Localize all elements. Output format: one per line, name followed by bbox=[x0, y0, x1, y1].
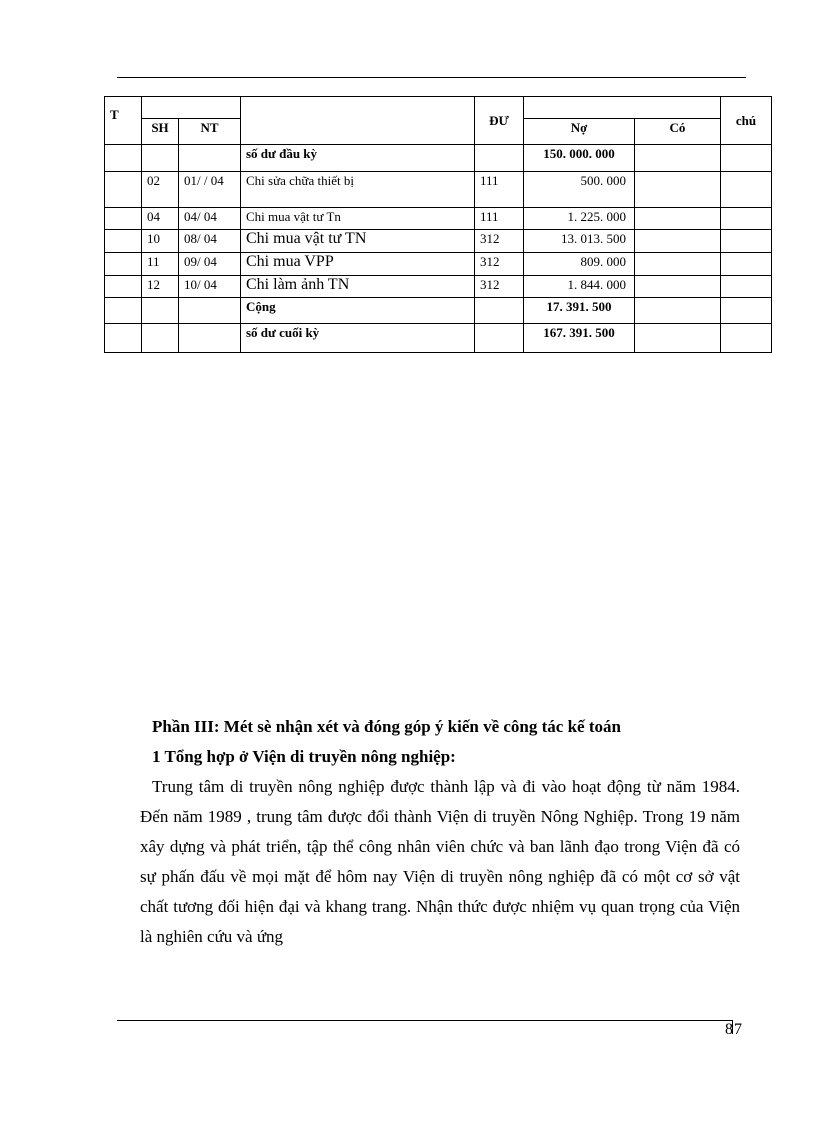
total-no: 17. 391. 500 bbox=[524, 298, 635, 324]
col-header-amount bbox=[524, 97, 721, 119]
col-header-desc bbox=[241, 97, 475, 145]
row-no: 809. 000 bbox=[524, 253, 635, 276]
col-header-co: Có bbox=[635, 119, 721, 145]
table-row bbox=[105, 230, 772, 253]
row-du: 111 bbox=[475, 208, 524, 230]
row-desc: Chi làm ảnh TN bbox=[241, 276, 475, 298]
row-sh: 12 bbox=[142, 276, 179, 298]
row-nt: 01/ / 04 bbox=[179, 172, 241, 208]
row-desc: Chi mua vật tư TN bbox=[241, 230, 475, 253]
footer-rule bbox=[117, 1020, 733, 1021]
row-desc: Chi sửa chữa thiết bị bbox=[241, 172, 475, 208]
row-desc: Chi mua vật tư Tn bbox=[241, 208, 475, 230]
row-du: 312 bbox=[475, 276, 524, 298]
section-title: Phần III: Mét sè nhận xét và đóng góp ý kiến về công tác kế toán bbox=[152, 717, 621, 736]
col-header-t: T bbox=[105, 97, 142, 145]
row-desc: Chi mua VPP bbox=[241, 253, 475, 276]
col-header-no: Nợ bbox=[524, 119, 635, 145]
table-row bbox=[105, 276, 772, 298]
row-sh: 02 bbox=[142, 172, 179, 208]
row-sh: 04 bbox=[142, 208, 179, 230]
table-row bbox=[105, 208, 772, 230]
total-label: Cộng bbox=[241, 298, 475, 324]
section-paragraph: Trung tâm di truyền nông nghiệp được thành lập và đi vào hoạt động từ năm 1984. Đến năm 1989 , trung tâm được đổi thành Viện di truyền Nông Nghiệp. Trong 19 năm xây dựng và phát triển, tập thể công nhân viên chức và ban lãnh đạo trong Viện đã có sự phấn đấu về mọi mặt để hôm nay Viện di truyền nông nghiệp đã có một cơ sở vật chất tương đối hiện đại và khang trang. Nhận thức được nhiệm vụ quan trọng của Viện là nghiên cứu và ứng bbox=[140, 777, 740, 946]
header-row-top bbox=[105, 97, 772, 119]
opening-balance-no: 150. 000. 000 bbox=[524, 145, 635, 172]
section-subtitle: 1 Tổng hợp ở Viện di truyền nông nghiệp: bbox=[152, 747, 456, 766]
col-header-sh: SH bbox=[142, 119, 179, 145]
col-header-nt: NT bbox=[179, 119, 241, 145]
body-text bbox=[140, 712, 740, 952]
col-header-chu: chú bbox=[721, 97, 772, 145]
row-sh: 11 bbox=[142, 253, 179, 276]
page-number: 87 bbox=[725, 1021, 743, 1038]
opening-balance-label: số dư đầu kỳ bbox=[241, 145, 475, 172]
col-header-du: ĐƯ bbox=[475, 97, 524, 145]
closing-balance-row bbox=[105, 324, 772, 353]
opening-balance-row bbox=[105, 145, 772, 172]
row-nt: 04/ 04 bbox=[179, 208, 241, 230]
ledger-table bbox=[104, 96, 772, 353]
row-du: 111 bbox=[475, 172, 524, 208]
row-du: 312 bbox=[475, 230, 524, 253]
closing-balance-no: 167. 391. 500 bbox=[524, 324, 635, 353]
row-sh: 10 bbox=[142, 230, 179, 253]
row-no: 13. 013. 500 bbox=[524, 230, 635, 253]
col-header-chung-tu bbox=[142, 97, 241, 119]
row-nt: 10/ 04 bbox=[179, 276, 241, 298]
table-row bbox=[105, 253, 772, 276]
row-no: 500. 000 bbox=[524, 172, 635, 208]
header-rule bbox=[117, 77, 746, 78]
row-nt: 09/ 04 bbox=[179, 253, 241, 276]
table-row bbox=[105, 172, 772, 208]
closing-balance-label: số dư cuối kỳ bbox=[241, 324, 475, 353]
row-no: 1. 844. 000 bbox=[524, 276, 635, 298]
row-no: 1. 225. 000 bbox=[524, 208, 635, 230]
row-du: 312 bbox=[475, 253, 524, 276]
total-row bbox=[105, 298, 772, 324]
row-nt: 08/ 04 bbox=[179, 230, 241, 253]
